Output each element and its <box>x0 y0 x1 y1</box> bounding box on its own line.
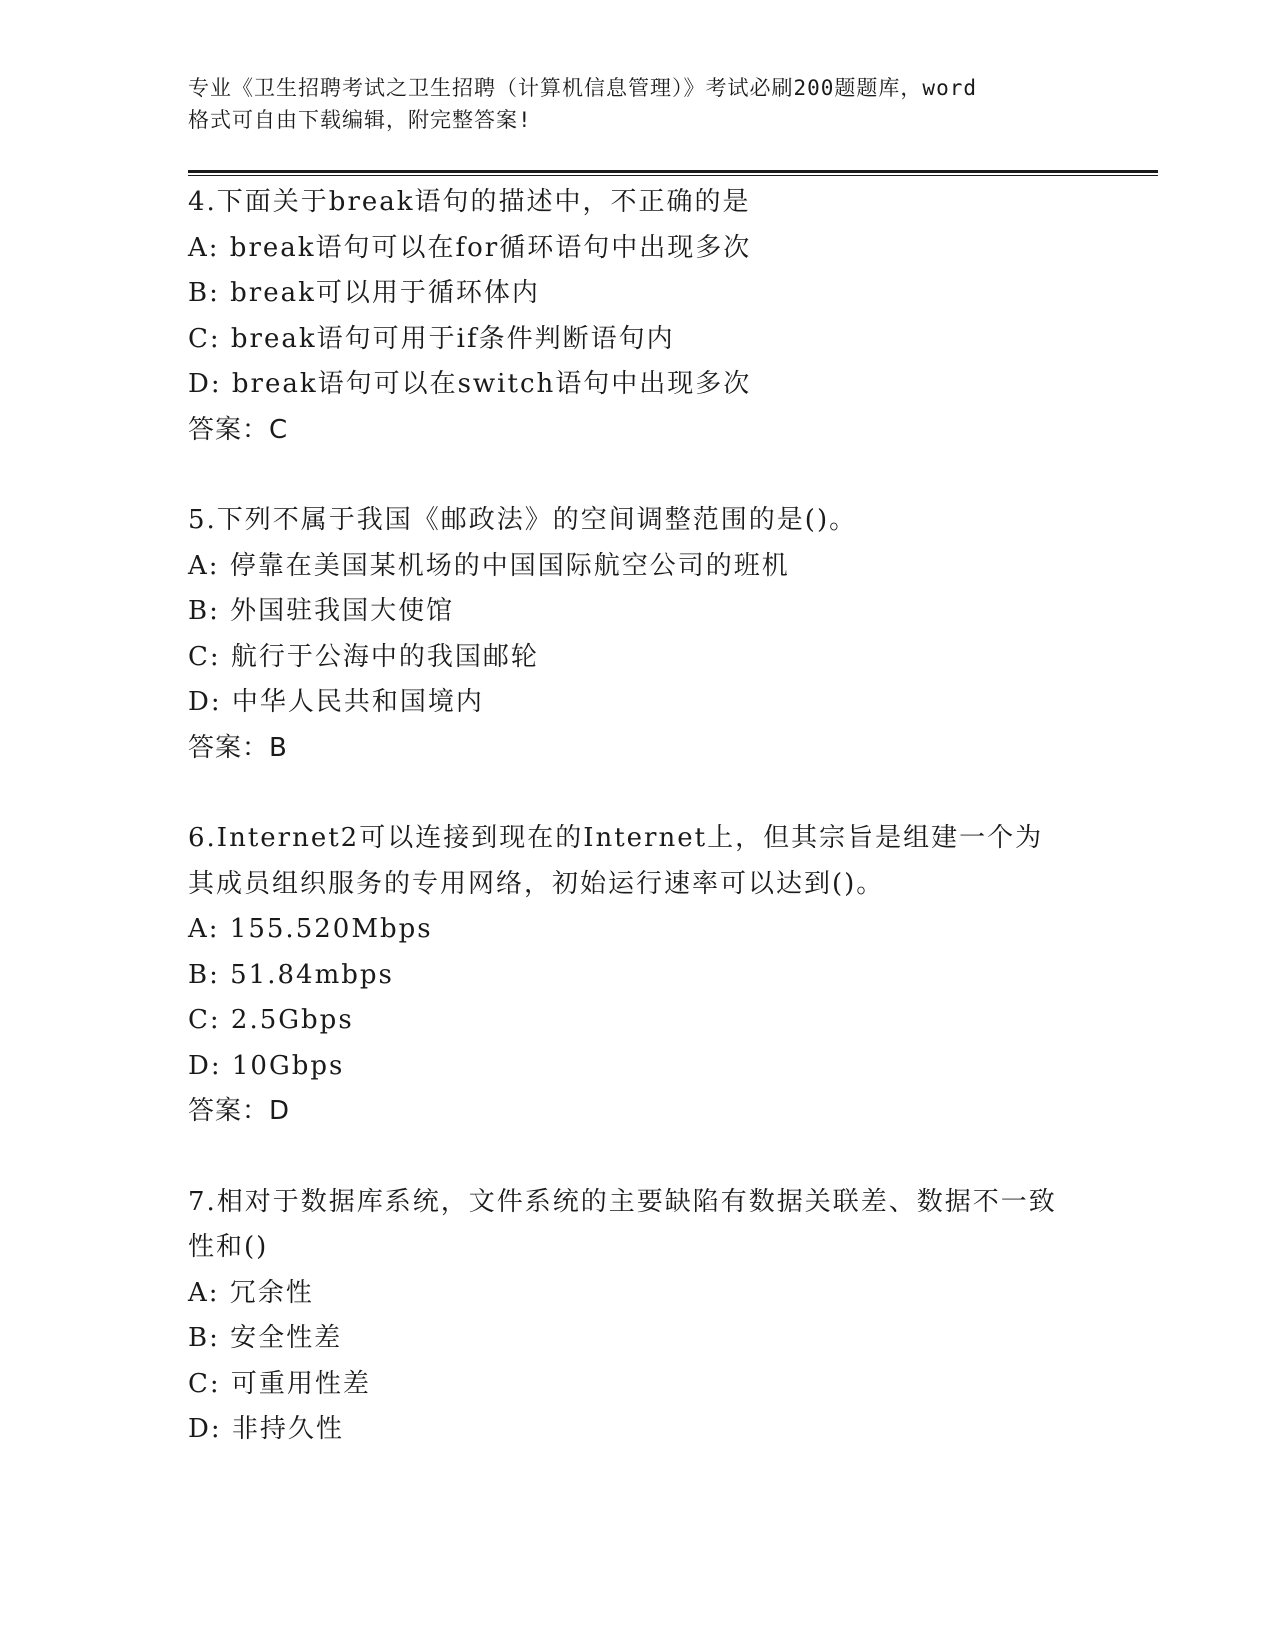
question-6 <box>188 816 1158 1135</box>
document-page <box>188 72 1158 1453</box>
answer: 答案：B <box>188 732 288 763</box>
header-line-2: 格式可自由下载编辑，附完整答案! <box>188 108 532 132</box>
header-divider <box>188 170 1158 176</box>
option-d: D: 10Gbps <box>188 1050 345 1081</box>
option-b: B: 51.84mbps <box>188 959 394 990</box>
answer: 答案：C <box>188 414 289 445</box>
option-d: D: break语句可以在switch语句中出现多次 <box>188 369 752 399</box>
option-a: A: 155.520Mbps <box>188 914 433 944</box>
answer: 答案：D <box>188 1096 291 1126</box>
document-header <box>188 72 1078 136</box>
option-c: C: break语句可用于if条件判断语句内 <box>188 323 675 354</box>
question-5 <box>188 498 1158 771</box>
option-a: A: 停靠在美国某机场的中国国际航空公司的班机 <box>188 550 790 581</box>
option-b: B: 外国驻我国大使馆 <box>188 596 455 626</box>
option-c: C: 航行于公海中的我国邮轮 <box>188 641 539 672</box>
option-b: B: 安全性差 <box>188 1323 343 1353</box>
option-c: C: 2.5Gbps <box>188 1005 354 1035</box>
question-stem: 7.相对于数据库系统，文件系统的主要缺陷有数据关联差、数据不一致性和() <box>188 1186 1057 1262</box>
option-c: C: 可重用性差 <box>188 1368 371 1399</box>
question-stem: 4.下面关于break语句的描述中，不正确的是 <box>188 187 751 217</box>
option-a: A: break语句可以在for循环语句中出现多次 <box>188 232 752 263</box>
option-d: D: 非持久性 <box>188 1414 344 1444</box>
question-stem: 5.下列不属于我国《邮政法》的空间调整范围的是()。 <box>188 505 858 535</box>
question-stem: 6.Internet2可以连接到现在的Internet上，但其宗旨是组建一个为其成员组织服务的专用网络，初始运行速率可以达到()。 <box>188 823 1044 899</box>
header-line-1: 专业《卫生招聘考试之卫生招聘（计算机信息管理）》考试必刷200题题库，word <box>188 76 977 100</box>
option-d: D: 中华人民共和国境内 <box>188 687 484 717</box>
question-4 <box>188 180 1158 453</box>
question-7 <box>188 1180 1158 1453</box>
option-a: A: 冗余性 <box>188 1277 314 1308</box>
option-b: B: break可以用于循环体内 <box>188 278 540 308</box>
